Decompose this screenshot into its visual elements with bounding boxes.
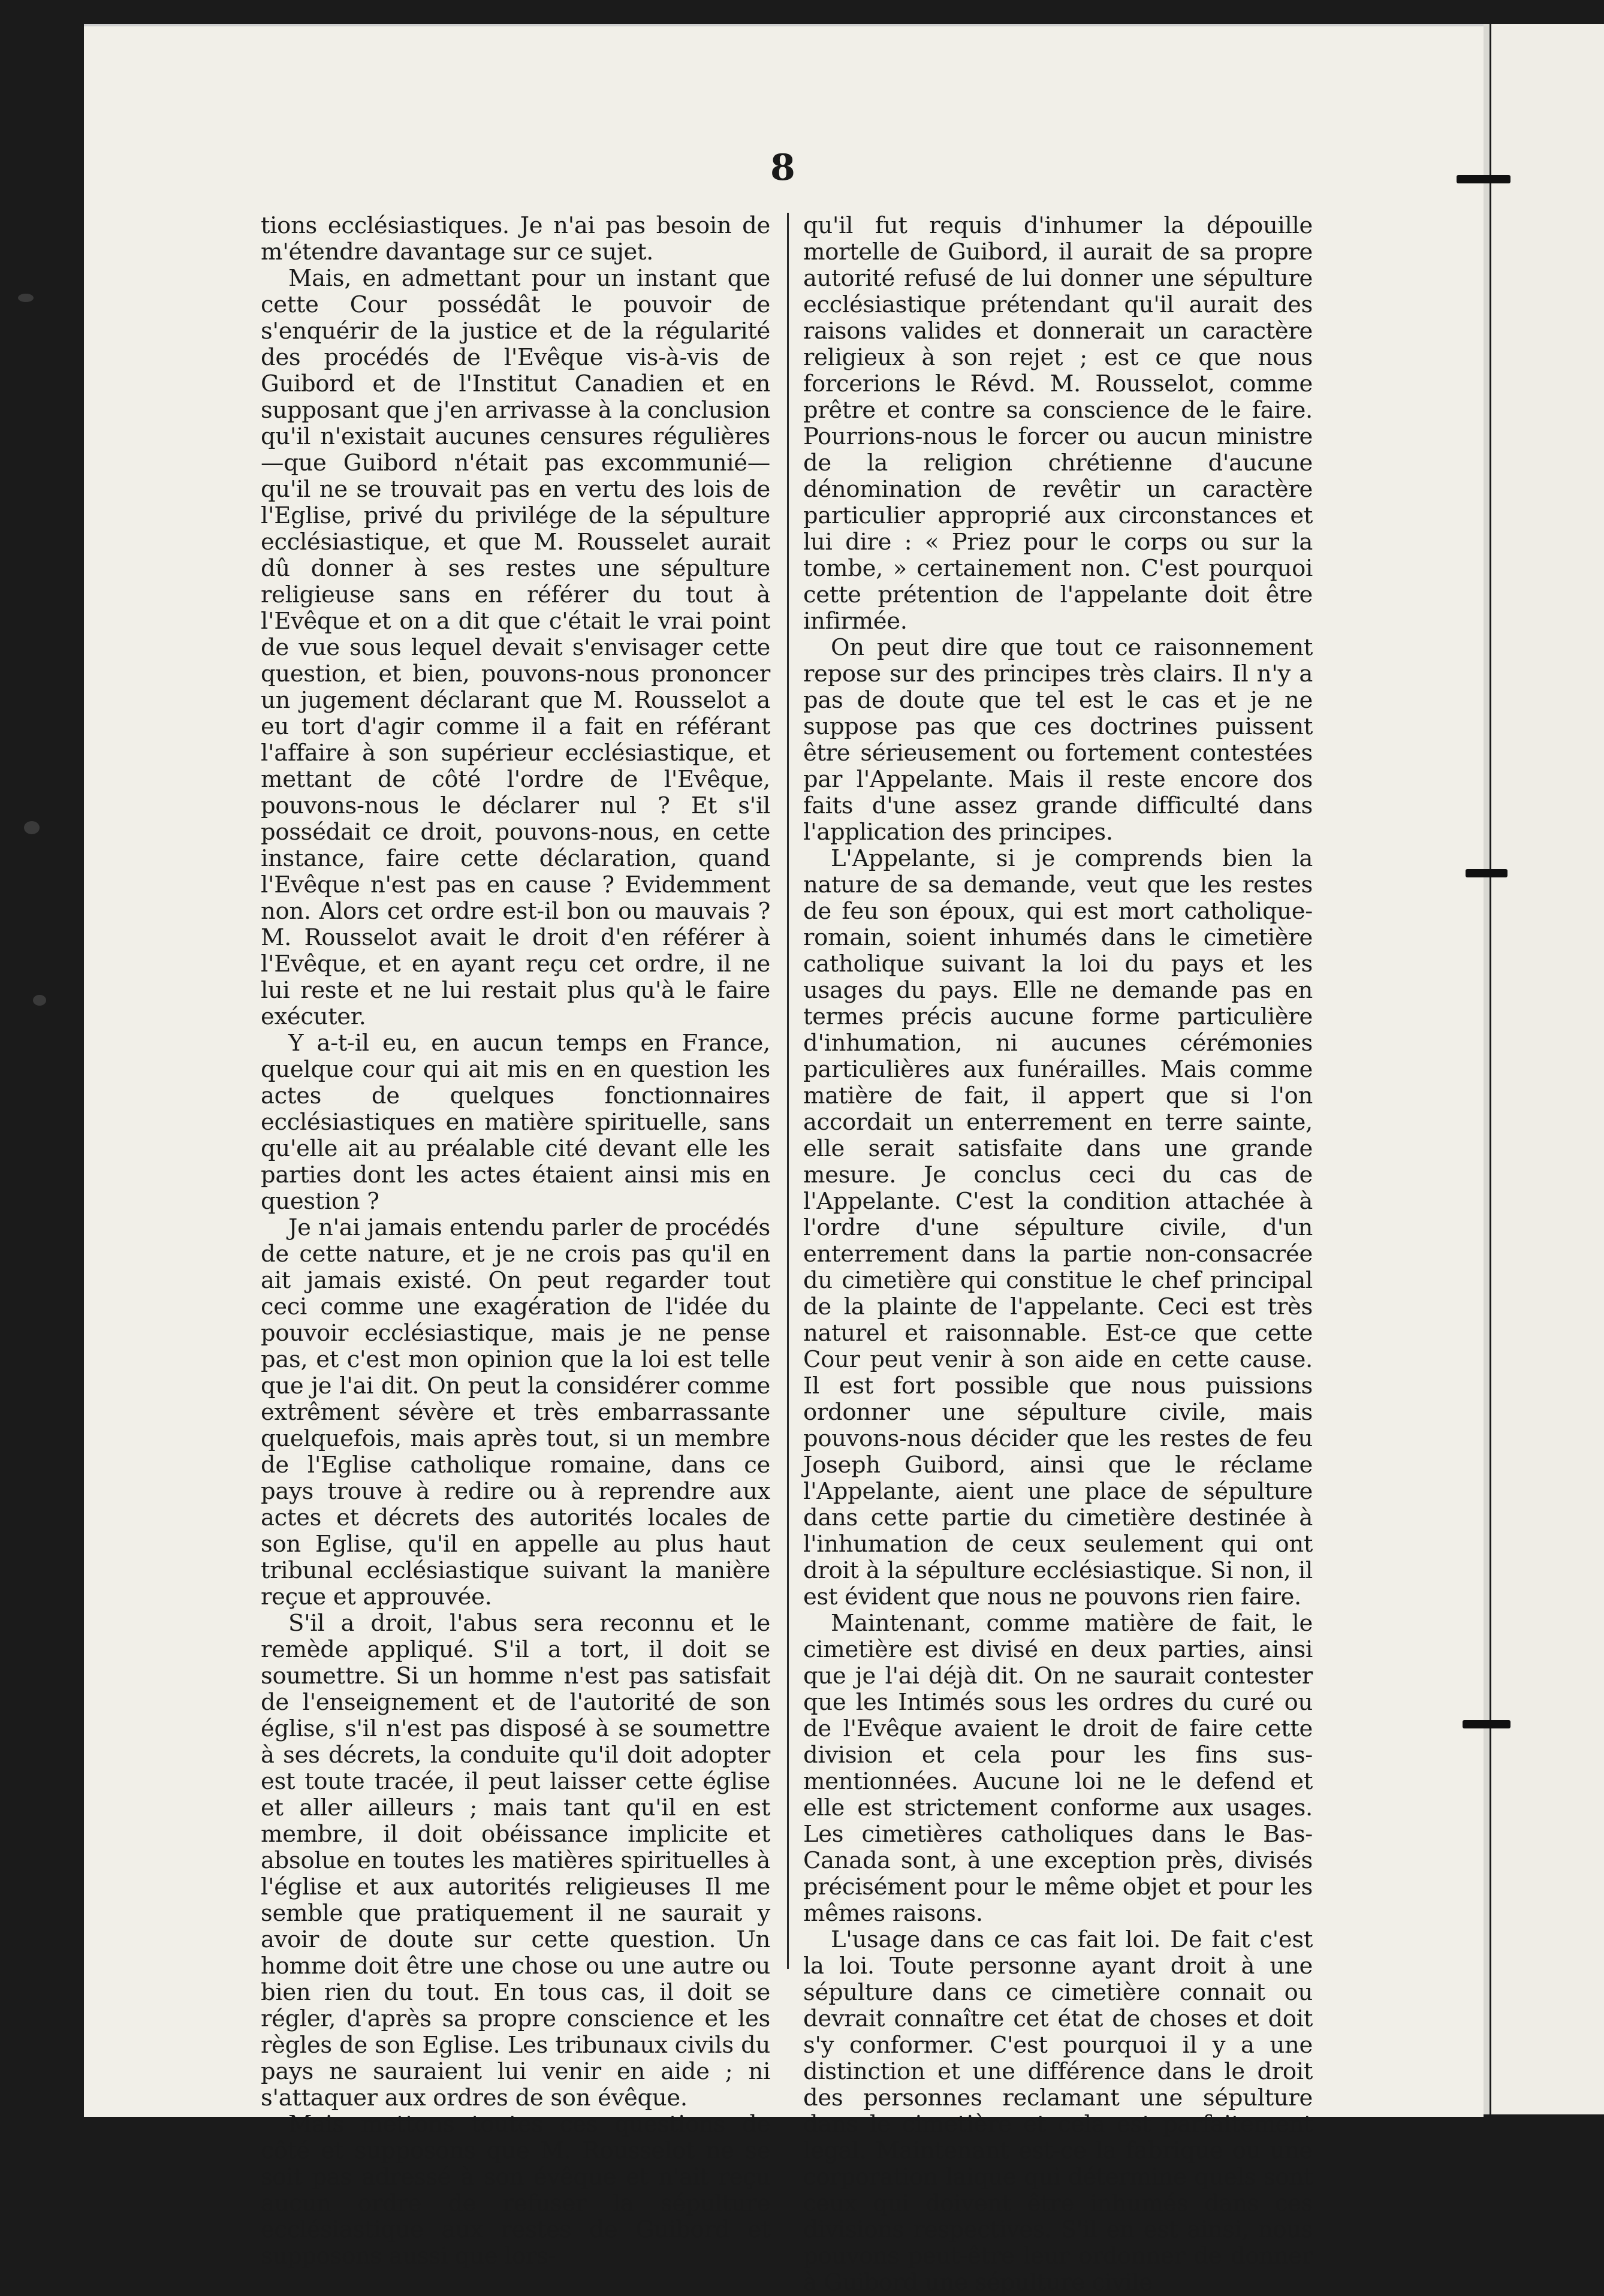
paragraph: qu'il fut requis d'inhumer la dépouille mortelle de Guibord, il aurait de sa propre autorité refusé de lui donner une sépulture ecclésiastique prétendant qu'il aurait des raisons valides et donnerait un caractère religieux à son rejet ; est ce que nous forcerions le Révd. M. Rousselot, comme prêtre et contre sa conscience de le faire. Pourrions-nous le forcer ou aucun ministre de la religion chrétienne d'aucune dénomination de revêtir un caractère particulier approprié aux circonstances et lui dire : « Priez pour le corps ou sur la tombe, » certainement non. C'est pourquoi cette prétention de l'appelante doit être infirmée. [803, 212, 1313, 635]
column-divider [787, 213, 789, 1969]
paragraph: Mais, en admettant pour un instant que cette Cour possédât le pouvoir de s'enquérir de la justice et de la régularité des procédés de l'Evêque vis-à-vis de Guibord et de l'Institut Canadien et en supposant que j'en arrivasse à la conclusion qu'il n'existait aucunes censures régulières—que Guibord n'était pas excommunié—qu'il ne se trouvait pas en vertu des lois de l'Eglise, privé du privilége de la sépulture ecclésiastique, et que M. Rousselet aurait dû donner à ses restes une sépulture religieuse sans en référer du tout à l'Evêque et on a dit que c'était le vrai point de vue sous lequel devait s'envisager cette question, et bien, pouvons-nous prononcer un jugement déclarant que M. Rousselot a eu tort d'agir comme il a fait en référant l'affaire à son supérieur ecclésiastique, et mettant de côté l'ordre de l'Evêque, pouvons-nous le déclarer nul ? Et s'il possédait ce droit, pouvons-nous, en cette instance, faire cette déclaration, quand l'Evêque n'est pas en cause ? Evidemment non. Alors cet ordre est-il bon ou mauvais ? M. Rousselot avait le droit d'en référer à l'Evêque, et en ayant reçu cet ordre, il ne lui reste et ne lui restait plus qu'à le faire exécuter. [261, 265, 770, 1030]
page-number: 8 [770, 147, 795, 189]
scan-speck [33, 995, 46, 1006]
paragraph: tions ecclésiastiques. Je n'ai pas besoin de m'étendre davantage sur ce sujet. [261, 212, 770, 265]
paragraph: Mais mettons toutes ces questions de côté et supposons que M. Rousselot ne se soit pas adressé à son évêque et n'ait reçu aucun ordre de refuser la sépulture ecclésiastique aux restes de Guibord et supposons aussi que lors- [261, 2111, 770, 2270]
adjacent-page-strip [1491, 24, 1604, 2114]
right-text-column [803, 212, 1313, 2296]
paragraph: Y a-t-il eu, en aucun temps en France, quelque cour qui ait mis en en question les actes de quelques fonctionnaires ecclésiastiques en matière spirituelle, sans qu'elle ait au préalable cité devant elle les parties dont les actes étaient ainsi mis en question ? [261, 1030, 770, 1215]
paragraph: Je n'ai jamais entendu parler de procédés de cette nature, et je ne crois pas qu'il en ait jamais existé. On peut regarder tout ceci comme une exagération de l'idée du pouvoir ecclésiastique, mais je ne pense pas, et c'est mon opinion que la loi est telle que je l'ai dit. On peut la considérer comme extrêment sévère et très embarrassante quelquefois, mais après tout, si un membre de l'Eglise catholique romaine, dans ce pays trouve à redire ou à reprendre aux actes et décrets des autorités locales de son Eglise, qu'il en appelle au plus haut tribunal ecclésiastique suivant la manière reçue et approuvée. [261, 1214, 770, 1610]
paragraph: L'usage dans ce cas fait loi. De fait c'est la loi. Toute personne ayant droit à une sépulture dans ce cimetière connait ou devrait connaître cet état de choses et doit s'y conformer. C'est pourquoi il y a une distinction et une différence dans le droit des personnes reclamant une sépulture dans le cimetière et cela est parfaitement legal. Maintenant est-ce la fabrique ou une corporation laique qui détermine quels sont ceux qui doivent être inhumés dans ces divisions respectives. S'il en est ainsi, nous pouvons peut-être leur ordonner de donner à Guibord une sépulture civile [803, 1926, 1313, 2296]
binding-mark [1463, 1720, 1510, 1728]
paragraph: L'Appelante, si je comprends bien la nature de sa demande, veut que les restes de feu son époux, qui est mort catholique-romain, soient inhumés dans le cimetière catholique suivant la loi du pays et les usages du pays. Elle ne demande pas en termes précis aucune forme particulière d'inhumation, ni aucunes cérémonies particulières aux funérailles. Mais comme matière de fait, il appert que si l'on accordait un enterrement en terre sainte, elle serait satisfaite dans une grande mesure. Je conclus ceci du cas de l'Appelante. C'est la condition attachée à l'ordre d'une sépulture civile, d'un enterrement dans la partie non-consacrée du cimetière qui constitue le chef principal de la plainte de l'appelante. Ceci est très naturel et raisonnable. Est-ce que cette Cour peut venir à son aide en cette cause. Il est fort possible que nous puissions ordonner une sépulture civile, mais pouvons-nous décider que les restes de feu Joseph Guibord, ainsi que le réclame l'Appelante, aient une place de sépulture dans cette partie du cimetière destinée à l'inhumation de ceux seulement qui ont droit à la sépulture ecclésiastique. Si non, il est évident que nous ne pouvons rien faire. [803, 845, 1313, 1610]
binding-mark [1466, 869, 1507, 877]
binding-mark [1457, 175, 1510, 183]
page-edge [1484, 24, 1490, 2114]
scan-speck [24, 821, 40, 834]
paragraph: On peut dire que tout ce raisonnement repose sur des principes très clairs. Il n'y a pas de doute que tel est le cas et je ne suppose pas que ces doctrines puissent être sérieusement ou fortement contestées par l'Appelante. Mais il reste encore dos faits d'une assez grande difficulté dans l'application des principes. [803, 634, 1313, 846]
paragraph: Maintenant, comme matière de fait, le cimetière est divisé en deux parties, ainsi que je l'ai déjà dit. On ne saurait contester que les Intimés sous les ordres du curé ou de l'Evêque avaient le droit de faire cette division et cela pour les fins sus-mentionnées. Aucune loi ne le defend et elle est strictement conforme aux usages. Les cimetières catholiques dans le Bas-Canada sont, à une exception près, divisés précisément pour le même objet et pour les mêmes raisons. [803, 1610, 1313, 1927]
paragraph: S'il a droit, l'abus sera reconnu et le remède appliqué. S'il a tort, il doit se soumettre. Si un homme n'est pas satisfait de l'enseignement et de l'autorité de son église, s'il n'est pas disposé à se soumettre à ses décrets, la conduite qu'il doit adopter est toute tracée, il peut laisser cette église et aller ailleurs ; mais tant qu'il en est membre, il doit obéissance implicite et absolue en toutes les matières spirituelles à l'église et aux autorités religieuses Il me semble que pratiquement il ne saurait y avoir de doute sur cette question. Un homme doit être une chose ou une autre ou bien rien du tout. En tous cas, il doit se régler, d'après sa propre conscience et les règles de son Eglise. Les tribunaux civils du pays ne sauraient lui venir en aide ; ni s'attaquer aux ordres de son évêque. [261, 1610, 770, 2111]
scan-speck [18, 294, 34, 302]
left-text-column [261, 212, 770, 2270]
